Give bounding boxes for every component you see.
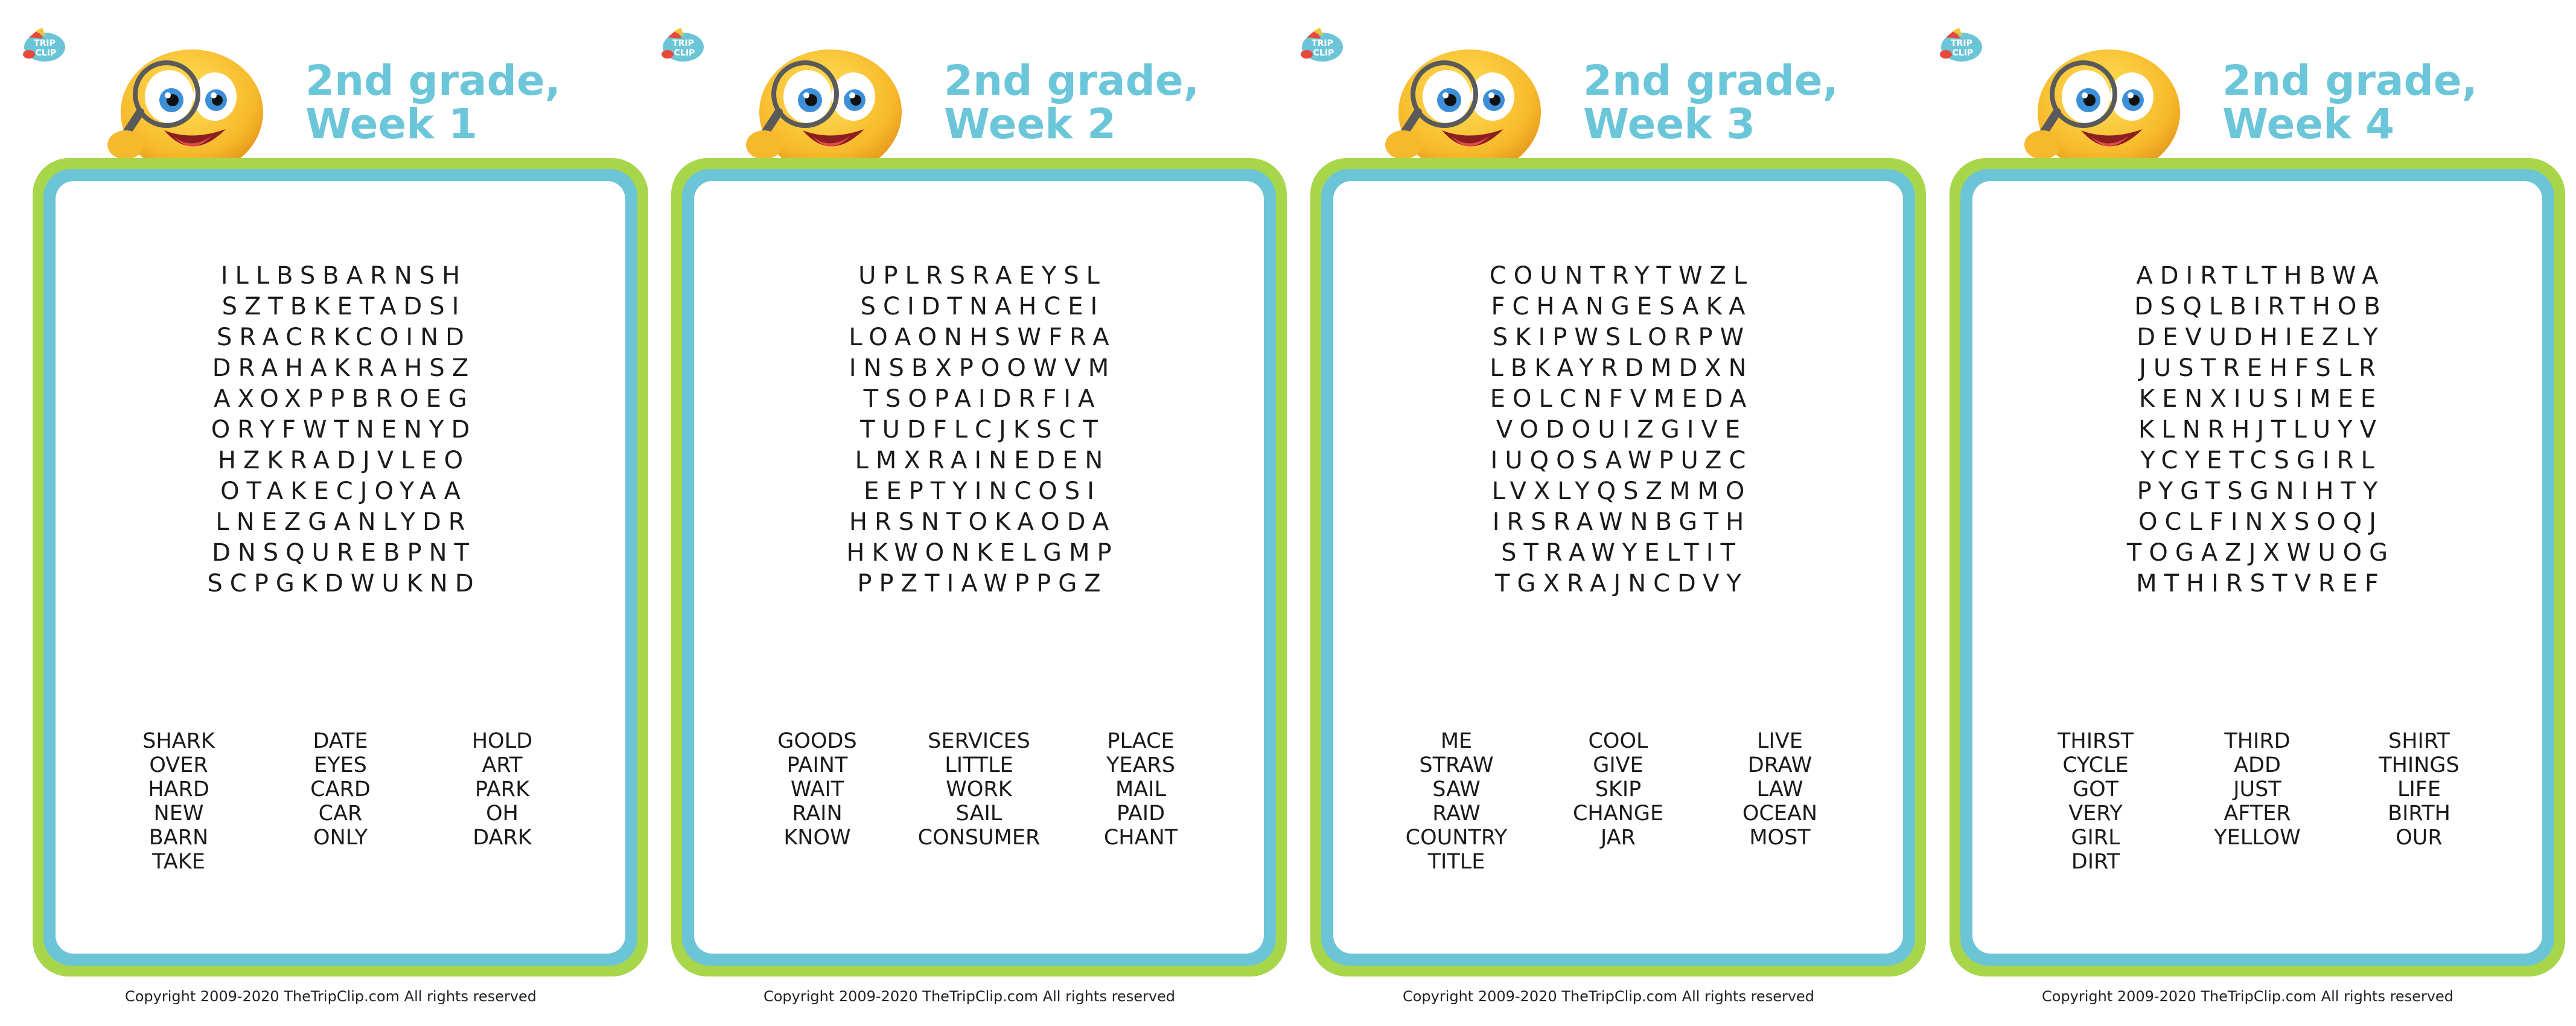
word-list-item: OVER [149, 753, 208, 777]
grid-row: ILLBSBARNSH [220, 262, 468, 290]
tripclip-logo [1934, 25, 1985, 65]
svg-text:TRIP: TRIP [34, 39, 56, 48]
word-list-item: ONLY [313, 826, 368, 850]
word-list-item: COOL [1588, 729, 1648, 753]
grid-row: EEPTYINCOSI [864, 477, 1101, 505]
word-list-item: NEW [153, 801, 204, 826]
grid-row: HZKRADJVLEO [217, 447, 471, 474]
word-list-item: CHANT [1103, 826, 1178, 850]
grid-row: LBKAYRDMDXN [1490, 354, 1754, 382]
word-list-column [421, 729, 583, 874]
word-list-item: SHARK [142, 729, 215, 753]
grid-row: TGXRAJNCDVY [1495, 570, 1749, 597]
grid-row: TUDFLCJKSCT [860, 416, 1105, 444]
svg-text:CLIP: CLIP [1952, 48, 1974, 58]
tripclip-logo [655, 25, 706, 65]
grid-row: PPZTIAWPPGZ [857, 570, 1108, 597]
grid-row: EOLCNFVMEDA [1490, 385, 1754, 413]
word-list-item: COUNTRY [1405, 826, 1508, 850]
grid-row: AXOXPPBROEG [214, 385, 474, 413]
word-list-item: LIVE [1757, 729, 1803, 753]
grid-row: LOAONHSWFRA [849, 323, 1117, 351]
word-list-column [898, 729, 1060, 850]
word-list-item: CYCLE [2062, 753, 2129, 777]
word-list-item: SAW [1432, 777, 1481, 801]
grid-row: MTHIRSTVREF [2136, 570, 2386, 597]
title-line-week: Week 1 [305, 100, 478, 148]
grid-row: LNEZGANLYDR [215, 508, 473, 536]
grid-row: LVXLYQSZMMO [1491, 477, 1752, 505]
grid-row: DEVUDHIEZLY [2137, 323, 2385, 351]
letter-grid [694, 261, 1264, 599]
puzzle-area [694, 181, 1264, 954]
word-list-item: OH [486, 801, 518, 826]
word-list-item: ME [1440, 729, 1473, 753]
grid-row: DRAHAKRAHSZ [212, 354, 476, 382]
word-list-item: THINGS [2379, 753, 2460, 777]
word-list-item: THIRST [2058, 729, 2134, 753]
puzzle-area [1333, 181, 1903, 954]
word-list-item: CONSUMER [917, 826, 1041, 850]
puzzle-frame [1950, 158, 2565, 977]
grid-row: INSBXPOOWVM [849, 354, 1117, 382]
puzzle-frame-border [1321, 169, 1915, 966]
page-title [2222, 59, 2478, 146]
grid-row: DSQLBIRTHOB [2134, 293, 2388, 320]
grid-row: OTAKECJOYAA [220, 477, 468, 505]
word-list-item: OUR [2396, 826, 2443, 850]
grid-row: SRACRKCOIND [217, 323, 471, 351]
word-list-item: YEARS [1106, 753, 1175, 777]
grid-row: FCHANGESAKA [1491, 293, 1753, 320]
svg-text:TRIP: TRIP [1951, 39, 1972, 48]
letter-grid [1333, 261, 1903, 599]
word-list [2015, 729, 2500, 874]
word-list-item: SKIP [1595, 777, 1642, 801]
word-list-item: WORK [946, 777, 1012, 801]
grid-row: LMXRAINEDEN [855, 447, 1111, 474]
tripclip-logo [17, 25, 68, 65]
puzzle-frame-border [1960, 169, 2554, 966]
magnifier-emoji-mascot [740, 45, 921, 163]
word-list-item: PAID [1116, 801, 1165, 826]
grid-row: ORYFWTNENYD [211, 416, 477, 444]
grid-row: PYGTSGNIHTY [2137, 477, 2385, 505]
grid-row: SCPGKDWUKND [207, 570, 481, 597]
word-list-item: LIFE [2397, 777, 2441, 801]
puzzle-frame-border [43, 169, 637, 966]
word-list-item: DIRT [2071, 850, 2120, 874]
grid-row: STRAWYELTIT [1501, 539, 1742, 567]
word-list-item: BIRTH [2388, 801, 2450, 826]
word-list-item: DARK [473, 826, 532, 850]
word-list-column [1699, 729, 1861, 874]
title-line-week: Week 2 [944, 100, 1117, 148]
word-list-item: THIRD [2224, 729, 2291, 753]
grid-row: OCLFINXSOQJ [2138, 508, 2383, 536]
copyright-footer: Copyright 2009-2020 TheTripClip.com All rights reserved [124, 988, 537, 1005]
word-list [736, 729, 1222, 850]
title-line-grade: 2nd grade, [944, 57, 1199, 105]
word-list-column [2015, 729, 2176, 874]
word-list-item: JAR [1601, 826, 1636, 850]
worksheet-page [649, 0, 1289, 1026]
word-list-item: BARN [148, 826, 209, 850]
word-list-item: WAIT [790, 777, 844, 801]
word-list-item: GOT [2072, 777, 2119, 801]
title-line-grade: 2nd grade, [305, 57, 561, 105]
word-list-item: MOST [1749, 826, 1811, 850]
word-list-item: SAIL [955, 801, 1003, 826]
word-list-item: LITTLE [945, 753, 1013, 777]
title-line-grade: 2nd grade, [2222, 57, 2478, 105]
word-list-column [1537, 729, 1699, 874]
magnifier-emoji-mascot [1379, 45, 1560, 163]
puzzle-frame [1310, 158, 1926, 977]
page-title [1583, 59, 1838, 146]
word-list-item: DRAW [1747, 753, 1812, 777]
word-list-item: CAR [318, 801, 363, 826]
puzzle-frame-border [682, 169, 1276, 966]
word-list-item: KNOW [783, 826, 851, 850]
page-title [944, 59, 1199, 146]
grid-row: SZTBKETADSI [222, 293, 467, 320]
word-list-item: PARK [474, 777, 530, 801]
word-list-item: YELLOW [2214, 826, 2301, 850]
word-list-item: DATE [313, 729, 368, 753]
word-list-item: SHIRT [2388, 729, 2450, 753]
word-list-item: CARD [310, 777, 371, 801]
word-list-item: GIVE [1593, 753, 1643, 777]
title-line-grade: 2nd grade, [1583, 57, 1838, 105]
word-list-item: HOLD [471, 729, 533, 753]
tripclip-logo [1295, 25, 1345, 65]
copyright-footer: Copyright 2009-2020 TheTripClip.com All rights reserved [763, 988, 1176, 1005]
letter-grid [1972, 261, 2542, 599]
word-list-column [98, 729, 260, 874]
word-list-item: GOODS [777, 729, 857, 753]
grid-row: KLNRHJTLUYV [2138, 416, 2383, 444]
word-list-item: RAIN [792, 801, 843, 826]
svg-text:CLIP: CLIP [35, 48, 57, 58]
svg-text:TRIP: TRIP [672, 39, 694, 48]
magnifier-emoji-mascot [2018, 45, 2199, 163]
word-list-item: RAW [1432, 801, 1481, 826]
grid-row: IUQOSAWPUZC [1490, 447, 1753, 474]
puzzle-frame [33, 158, 648, 977]
grid-row: KENXIUSIMEE [2138, 385, 2383, 413]
letter-grid [56, 261, 625, 599]
svg-text:TRIP: TRIP [1312, 39, 1333, 48]
page-title [305, 59, 561, 146]
word-list-item: CHANGE [1572, 801, 1664, 826]
grid-row: TOGAZJXWUOG [2126, 539, 2396, 567]
grid-row: SKIPWSLORPW [1492, 323, 1752, 351]
title-line-week: Week 3 [1583, 100, 1756, 148]
word-list [1376, 729, 1861, 874]
word-list-item: ART [482, 753, 523, 777]
magnifier-emoji-mascot [101, 45, 282, 163]
copyright-footer: Copyright 2009-2020 TheTripClip.com All rights reserved [2041, 988, 2454, 1005]
word-list-item: JUST [2233, 777, 2281, 801]
word-list-item: STRAW [1419, 753, 1494, 777]
copyright-footer: Copyright 2009-2020 TheTripClip.com All rights reserved [1402, 988, 1815, 1005]
svg-text:CLIP: CLIP [1313, 48, 1334, 58]
grid-row: IRSRAWNBGTH [1492, 508, 1752, 536]
word-list-item: VERY [2068, 801, 2123, 826]
puzzle-frame [671, 158, 1287, 977]
word-list-item: AFTER [2224, 801, 2291, 826]
grid-row: COUNTRYTWZL [1489, 262, 1755, 290]
word-list-item: ADD [2234, 753, 2281, 777]
word-list-item: LAW [1756, 777, 1803, 801]
grid-row: JUSTREHFSLR [2139, 354, 2383, 382]
word-list-item: PLACE [1107, 729, 1175, 753]
grid-row: TSOPAIDRFIA [863, 385, 1102, 413]
word-list-item: EYES [314, 753, 367, 777]
word-list-item: PAINT [786, 753, 848, 777]
word-list [98, 729, 583, 874]
puzzle-area [1972, 181, 2542, 954]
worksheet-page [11, 0, 651, 1026]
grid-row: DNSQUREBPNT [212, 539, 476, 567]
word-list-column [2338, 729, 2500, 874]
word-list-column [736, 729, 898, 850]
grid-row: SCIDTNAHCEI [860, 293, 1105, 320]
grid-row: HRSNTOKAODA [849, 508, 1117, 536]
grid-row: UPLRSRAEYSL [858, 262, 1107, 290]
worksheet-page [1928, 0, 2568, 1026]
grid-row: YCYETCSGIRL [2140, 447, 2382, 474]
word-list-column [1060, 729, 1222, 850]
word-list-column [1376, 729, 1537, 874]
word-list-item: OCEAN [1742, 801, 1818, 826]
grid-row: VODOUIZGIVE [1496, 416, 1748, 444]
title-line-week: Week 4 [2222, 100, 2395, 148]
svg-text:CLIP: CLIP [674, 48, 695, 58]
word-list-item: TAKE [152, 850, 205, 874]
grid-row: HKWONKELGMP [846, 539, 1119, 567]
puzzle-area [56, 181, 625, 954]
word-list-item: TITLE [1427, 850, 1485, 874]
word-list-column [260, 729, 421, 874]
worksheet-page [1289, 0, 1928, 1026]
word-list-item: HARD [148, 777, 209, 801]
word-list-item: GIRL [2071, 826, 2120, 850]
word-list-item: MAIL [1115, 777, 1166, 801]
grid-row: ADIRTLTHBWA [2136, 262, 2386, 290]
word-list-column [2176, 729, 2338, 874]
word-list-item: SERVICES [928, 729, 1030, 753]
